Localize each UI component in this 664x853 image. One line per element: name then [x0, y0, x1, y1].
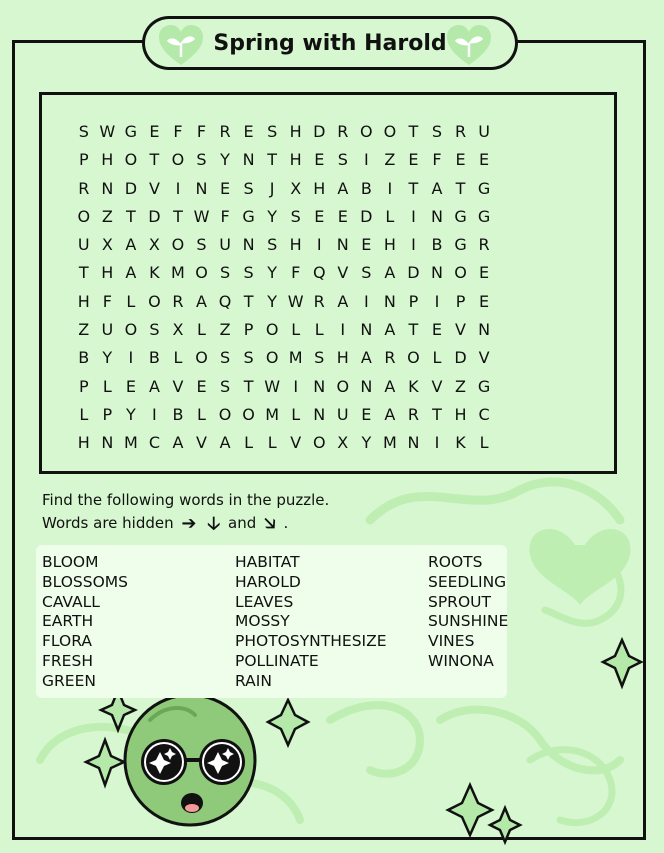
- grid-letter[interactable]: L: [267, 433, 277, 453]
- grid-row: [72, 175, 496, 203]
- word-column-1: [42, 553, 128, 692]
- grid-letter[interactable]: A: [384, 376, 396, 396]
- grid-letter[interactable]: V: [337, 263, 349, 283]
- grid-letter[interactable]: Y: [125, 404, 136, 424]
- grid-letter[interactable]: L: [126, 291, 136, 311]
- grid-letter[interactable]: I: [387, 178, 393, 198]
- grid-letter[interactable]: O: [171, 235, 185, 255]
- grid-letter[interactable]: N: [360, 376, 373, 396]
- grid-letter[interactable]: X: [101, 235, 113, 255]
- grid-letter[interactable]: O: [265, 348, 279, 368]
- grid-letter[interactable]: S: [243, 178, 254, 198]
- grid-letter[interactable]: W: [264, 376, 281, 396]
- grid-letter[interactable]: S: [337, 150, 348, 170]
- grid-letter[interactable]: X: [337, 433, 349, 453]
- grid-letter[interactable]: N: [101, 178, 114, 198]
- grid-letter[interactable]: I: [175, 178, 181, 198]
- grid-letter[interactable]: A: [384, 404, 396, 424]
- grid-letter[interactable]: B: [360, 178, 372, 198]
- grid-row: [72, 429, 496, 457]
- grid-letter[interactable]: L: [197, 404, 206, 424]
- grid-letter[interactable]: H: [289, 235, 302, 255]
- grid-row: [72, 401, 496, 429]
- grid-letter[interactable]: D: [407, 263, 420, 283]
- grid-letter[interactable]: S: [267, 122, 278, 141]
- grid-letter[interactable]: L: [244, 433, 254, 453]
- grid-letter[interactable]: H: [336, 348, 349, 368]
- grid-letter[interactable]: O: [77, 206, 91, 226]
- grid-letter[interactable]: O: [195, 263, 208, 283]
- grid-row: [72, 288, 496, 316]
- grid-row: [72, 118, 496, 146]
- grid-letter[interactable]: J: [269, 178, 275, 198]
- grid-letter[interactable]: N: [478, 320, 491, 340]
- grid-letter[interactable]: G: [124, 122, 138, 141]
- grid-letter[interactable]: G: [242, 206, 255, 226]
- page-title: Spring with Harold: [213, 31, 447, 56]
- grid-letter[interactable]: A: [148, 376, 160, 396]
- grid-letter[interactable]: W: [193, 206, 210, 226]
- word-list-item: POLLINATE: [235, 651, 319, 670]
- word-list-item: FLORA: [42, 632, 92, 651]
- grid-letter[interactable]: A: [125, 235, 137, 255]
- grid-letter[interactable]: F: [102, 291, 112, 311]
- grid-letter[interactable]: X: [148, 235, 160, 255]
- grid-row: [72, 231, 496, 259]
- grid-letter[interactable]: E: [243, 122, 254, 141]
- grid-letter[interactable]: Y: [267, 291, 278, 311]
- grid-letter[interactable]: T: [455, 178, 466, 198]
- grid-letter[interactable]: X: [290, 178, 302, 198]
- grid-letter[interactable]: O: [124, 150, 138, 170]
- grid-row: [72, 203, 496, 231]
- grid-letter[interactable]: A: [360, 348, 372, 368]
- grid-letter[interactable]: A: [196, 291, 207, 311]
- grid-letter[interactable]: P: [408, 291, 419, 311]
- grid-letter[interactable]: N: [195, 178, 208, 198]
- grid-letter[interactable]: T: [78, 263, 89, 283]
- puzzle-box: [39, 92, 617, 474]
- grid-letter[interactable]: A: [337, 291, 349, 311]
- grid-row: [72, 373, 496, 401]
- grid-letter[interactable]: H: [454, 404, 467, 424]
- grid-letter[interactable]: E: [314, 150, 325, 170]
- grid-letter[interactable]: Y: [267, 206, 278, 226]
- grid-letter[interactable]: E: [479, 150, 490, 170]
- grid-row: [72, 259, 496, 287]
- grid-letter[interactable]: O: [218, 404, 232, 424]
- grid-letter[interactable]: I: [411, 206, 416, 226]
- grid-letter[interactable]: B: [431, 235, 443, 255]
- grid-letter[interactable]: D: [454, 348, 467, 368]
- grid-letter[interactable]: R: [219, 122, 231, 141]
- word-list-item: BLOSSOMS: [42, 572, 129, 591]
- word-list-item: LEAVES: [235, 592, 294, 611]
- word-column-2: [235, 553, 387, 692]
- grid-letter[interactable]: H: [289, 122, 302, 141]
- word-list-item: HABITAT: [235, 553, 300, 571]
- grid-letter[interactable]: T: [267, 150, 278, 170]
- grid-letter[interactable]: P: [78, 376, 89, 396]
- grid-row: [72, 316, 496, 344]
- grid-letter[interactable]: Z: [455, 376, 466, 396]
- grid-letter[interactable]: E: [149, 122, 160, 141]
- grid-letter[interactable]: V: [431, 376, 443, 396]
- grid-letter[interactable]: M: [171, 263, 185, 283]
- instructions-line2: [42, 511, 288, 541]
- grid-letter[interactable]: S: [219, 263, 231, 283]
- grid-letter[interactable]: I: [363, 291, 369, 311]
- word-column-3: [428, 553, 508, 672]
- grid-letter[interactable]: H: [383, 235, 396, 255]
- instructions-conjunction: and: [228, 514, 257, 532]
- grid-letter[interactable]: M: [382, 433, 397, 453]
- grid-letter[interactable]: T: [243, 376, 254, 396]
- grid-letter[interactable]: I: [293, 376, 299, 396]
- grid-letter[interactable]: O: [242, 404, 255, 424]
- grid-letter[interactable]: R: [478, 235, 490, 255]
- grid-letter[interactable]: T: [408, 122, 419, 141]
- word-list-item: EARTH: [42, 612, 94, 631]
- grid-letter[interactable]: S: [361, 263, 372, 283]
- grid-letter[interactable]: O: [336, 376, 350, 396]
- grid-letter[interactable]: Q: [218, 291, 232, 311]
- grid-letter[interactable]: O: [360, 122, 373, 141]
- grid-letter[interactable]: A: [219, 433, 231, 453]
- grid-letter[interactable]: S: [243, 348, 254, 368]
- word-list-item: GREEN: [42, 671, 96, 690]
- grid-letter[interactable]: Y: [267, 263, 278, 283]
- arrow-diagonal-icon: 🡦: [264, 513, 276, 534]
- harold-character: [125, 686, 255, 825]
- grid-letter[interactable]: O: [312, 433, 326, 453]
- grid-letter[interactable]: U: [219, 235, 231, 255]
- instructions-line1: Find the following words in the puzzle.: [42, 491, 330, 509]
- grid-letter[interactable]: N: [407, 433, 420, 453]
- grid-letter[interactable]: H: [101, 263, 114, 283]
- grid-letter[interactable]: O: [383, 122, 397, 141]
- grid-letter[interactable]: O: [148, 291, 161, 311]
- grid-letter[interactable]: L: [291, 404, 301, 424]
- grid-letter[interactable]: N: [242, 235, 255, 255]
- grid-letter[interactable]: L: [291, 320, 301, 340]
- grid-letter[interactable]: R: [454, 122, 467, 141]
- grid-letter[interactable]: V: [172, 376, 184, 396]
- grid-letter[interactable]: M: [265, 404, 280, 424]
- grid-letter[interactable]: O: [407, 348, 420, 368]
- grid-letter[interactable]: S: [243, 263, 254, 283]
- grid-letter[interactable]: A: [125, 263, 137, 283]
- grid-letter[interactable]: A: [384, 320, 396, 340]
- grid-letter[interactable]: Y: [102, 348, 113, 368]
- grid-letter[interactable]: Y: [361, 433, 372, 453]
- grid-letter[interactable]: V: [478, 348, 490, 368]
- grid-letter[interactable]: N: [313, 404, 326, 424]
- grid-letter[interactable]: H: [313, 178, 326, 198]
- grid-letter[interactable]: B: [148, 348, 160, 368]
- grid-letter[interactable]: C: [478, 404, 490, 424]
- grid-letter[interactable]: F: [220, 206, 230, 226]
- grid-letter[interactable]: P: [243, 320, 254, 340]
- grid-letter[interactable]: U: [77, 235, 90, 255]
- grid-letter[interactable]: I: [340, 320, 346, 340]
- grid-letter[interactable]: I: [128, 348, 134, 368]
- grid-letter[interactable]: V: [455, 320, 466, 340]
- word-list-item: HAROLD: [235, 572, 301, 591]
- grid-letter[interactable]: I: [411, 235, 416, 255]
- grid-letter[interactable]: G: [454, 206, 467, 226]
- word-list-item: WINONA: [428, 651, 494, 670]
- instructions-prefix: Words are hidden: [42, 514, 174, 532]
- word-list-box: [36, 545, 507, 698]
- grid-letter[interactable]: R: [78, 178, 90, 198]
- grid-letter[interactable]: T: [408, 178, 419, 198]
- grid-letter[interactable]: L: [197, 320, 206, 340]
- grid-letter[interactable]: D: [313, 122, 326, 141]
- grid-letter[interactable]: N: [101, 433, 114, 453]
- grid-letter[interactable]: P: [102, 404, 113, 424]
- grid-letter[interactable]: L: [79, 404, 89, 424]
- grid-letter[interactable]: Z: [384, 150, 396, 170]
- word-list-item: BLOOM: [42, 553, 99, 571]
- word-list-item: FRESH: [42, 651, 93, 670]
- arrow-down-icon: 🡣: [207, 513, 221, 534]
- grid-letter[interactable]: E: [125, 376, 136, 396]
- grid-letter[interactable]: O: [195, 348, 208, 368]
- grid-letter[interactable]: L: [314, 320, 324, 340]
- grid-letter[interactable]: E: [479, 291, 490, 311]
- grid-row: [72, 344, 496, 372]
- grid-letter[interactable]: A: [384, 263, 396, 283]
- grid-letter[interactable]: N: [242, 150, 255, 170]
- grid-letter[interactable]: D: [148, 206, 161, 226]
- grid-letter[interactable]: S: [149, 320, 160, 340]
- title-banner-inner: [145, 19, 515, 67]
- grid-letter[interactable]: R: [337, 122, 349, 141]
- grid-letter[interactable]: P: [455, 291, 466, 311]
- grid-letter[interactable]: T: [432, 404, 442, 424]
- grid-letter[interactable]: N: [430, 206, 443, 226]
- grid-letter[interactable]: F: [173, 122, 183, 141]
- grid-letter[interactable]: G: [454, 235, 467, 255]
- sprout-heart-icon: [445, 23, 493, 67]
- grid-letter[interactable]: B: [78, 348, 90, 368]
- grid-letter[interactable]: N: [383, 291, 396, 311]
- grid-letter[interactable]: C: [148, 433, 160, 453]
- grid-letter[interactable]: Q: [312, 263, 326, 283]
- grid-letter[interactable]: M: [288, 348, 303, 368]
- grid-letter[interactable]: D: [360, 206, 373, 226]
- grid-letter[interactable]: S: [219, 376, 231, 396]
- grid-letter[interactable]: H: [289, 150, 302, 170]
- grid-letter[interactable]: V: [196, 433, 207, 453]
- grid-letter[interactable]: U: [336, 404, 349, 424]
- grid-letter[interactable]: L: [432, 348, 442, 368]
- grid-letter[interactable]: S: [196, 235, 207, 255]
- word-list-item: VINES: [428, 632, 475, 651]
- grid-letter[interactable]: G: [477, 376, 491, 396]
- grid-letter[interactable]: T: [149, 150, 160, 170]
- grid-letter[interactable]: O: [265, 320, 279, 340]
- grid-letter[interactable]: D: [124, 178, 138, 198]
- grid-letter[interactable]: N: [430, 263, 443, 283]
- grid-letter[interactable]: S: [219, 348, 231, 368]
- word-list-item: SPROUT: [428, 592, 491, 611]
- grid-letter[interactable]: Z: [219, 320, 231, 340]
- grid-letter[interactable]: T: [408, 320, 419, 340]
- grid-letter[interactable]: O: [454, 263, 467, 283]
- grid-letter[interactable]: M: [123, 433, 138, 453]
- grid-letter[interactable]: I: [434, 291, 440, 311]
- grid-letter[interactable]: S: [431, 122, 443, 141]
- grid-letter[interactable]: L: [479, 433, 489, 453]
- grid-letter[interactable]: R: [313, 291, 325, 311]
- grid-letter[interactable]: N: [336, 235, 349, 255]
- grid-letter[interactable]: E: [479, 263, 490, 283]
- word-list-item: RAIN: [235, 671, 272, 690]
- title-banner: [142, 16, 518, 70]
- grid-letter[interactable]: F: [291, 263, 301, 283]
- grid-letter[interactable]: U: [101, 320, 114, 340]
- grid-letter[interactable]: T: [243, 291, 254, 311]
- grid-letter[interactable]: V: [148, 178, 160, 198]
- grid-letter[interactable]: K: [149, 263, 160, 283]
- grid-letter[interactable]: E: [314, 206, 325, 226]
- grid-letter[interactable]: E: [220, 178, 231, 198]
- grid-letter[interactable]: U: [478, 122, 490, 141]
- grid-letter[interactable]: I: [434, 433, 440, 453]
- word-list-item: CAVALL: [42, 592, 100, 611]
- deco-heart-icon: [530, 529, 631, 605]
- grid-letter[interactable]: A: [337, 178, 349, 198]
- instructions-period: .: [283, 514, 289, 532]
- grid-letter[interactable]: L: [102, 376, 112, 396]
- grid-letter[interactable]: T: [173, 206, 183, 226]
- grid-letter[interactable]: Z: [101, 206, 113, 226]
- grid-letter[interactable]: P: [78, 150, 89, 170]
- grid-letter[interactable]: S: [267, 235, 278, 255]
- grid-letter[interactable]: O: [124, 320, 138, 340]
- grid-letter[interactable]: A: [172, 433, 184, 453]
- grid-letter[interactable]: X: [172, 320, 184, 340]
- word-list-item: PHOTOSYNTHESIZE: [235, 632, 387, 651]
- grid-letter[interactable]: S: [78, 122, 89, 141]
- grid-letter[interactable]: R: [407, 404, 419, 424]
- grid-letter[interactable]: R: [172, 291, 184, 311]
- grid-letter[interactable]: K: [455, 433, 466, 453]
- arrow-right-icon: ➔: [181, 513, 197, 534]
- grid-letter[interactable]: E: [455, 150, 466, 170]
- grid-letter[interactable]: I: [316, 235, 322, 255]
- grid-letter[interactable]: S: [196, 150, 207, 170]
- grid-letter[interactable]: F: [196, 122, 207, 141]
- grid-letter[interactable]: H: [101, 150, 114, 170]
- grid-letter[interactable]: T: [125, 206, 136, 226]
- grid-letter[interactable]: E: [361, 235, 372, 255]
- grid-letter[interactable]: W: [99, 122, 116, 141]
- grid-letter[interactable]: N: [313, 376, 326, 396]
- grid-letter[interactable]: E: [337, 206, 348, 226]
- grid-letter[interactable]: L: [173, 348, 183, 368]
- grid-letter[interactable]: N: [360, 320, 373, 340]
- grid-letter[interactable]: S: [314, 348, 325, 368]
- grid-letter[interactable]: Z: [78, 320, 90, 340]
- grid-letter[interactable]: E: [408, 150, 419, 170]
- grid-letter[interactable]: B: [172, 404, 184, 424]
- grid-letter[interactable]: V: [290, 433, 302, 453]
- word-list-item: SEEDLING: [428, 572, 507, 591]
- grid-letter[interactable]: F: [432, 150, 442, 170]
- grid-letter[interactable]: O: [171, 150, 185, 170]
- grid-letter[interactable]: S: [290, 206, 301, 226]
- grid-letter[interactable]: L: [385, 206, 395, 226]
- grid-letter[interactable]: E: [431, 320, 443, 340]
- grid-letter[interactable]: R: [384, 348, 396, 368]
- word-list-item: SUNSHINE: [428, 612, 509, 631]
- grid-letter[interactable]: K: [408, 376, 419, 396]
- letter-grid: [72, 118, 496, 458]
- word-list-item: ROOTS: [428, 553, 483, 571]
- grid-letter[interactable]: Y: [220, 150, 230, 170]
- grid-letter[interactable]: G: [477, 206, 491, 226]
- grid-letter[interactable]: H: [77, 433, 90, 453]
- grid-letter[interactable]: W: [287, 291, 304, 311]
- grid-letter[interactable]: I: [363, 150, 369, 170]
- grid-letter[interactable]: H: [77, 291, 90, 311]
- grid-letter[interactable]: E: [361, 404, 372, 424]
- word-list-item: MOSSY: [235, 612, 290, 631]
- grid-letter[interactable]: E: [196, 376, 207, 396]
- grid-letter[interactable]: A: [431, 178, 443, 198]
- grid-row: [72, 146, 496, 174]
- grid-letter[interactable]: G: [477, 178, 491, 198]
- grid-letter[interactable]: I: [152, 404, 157, 424]
